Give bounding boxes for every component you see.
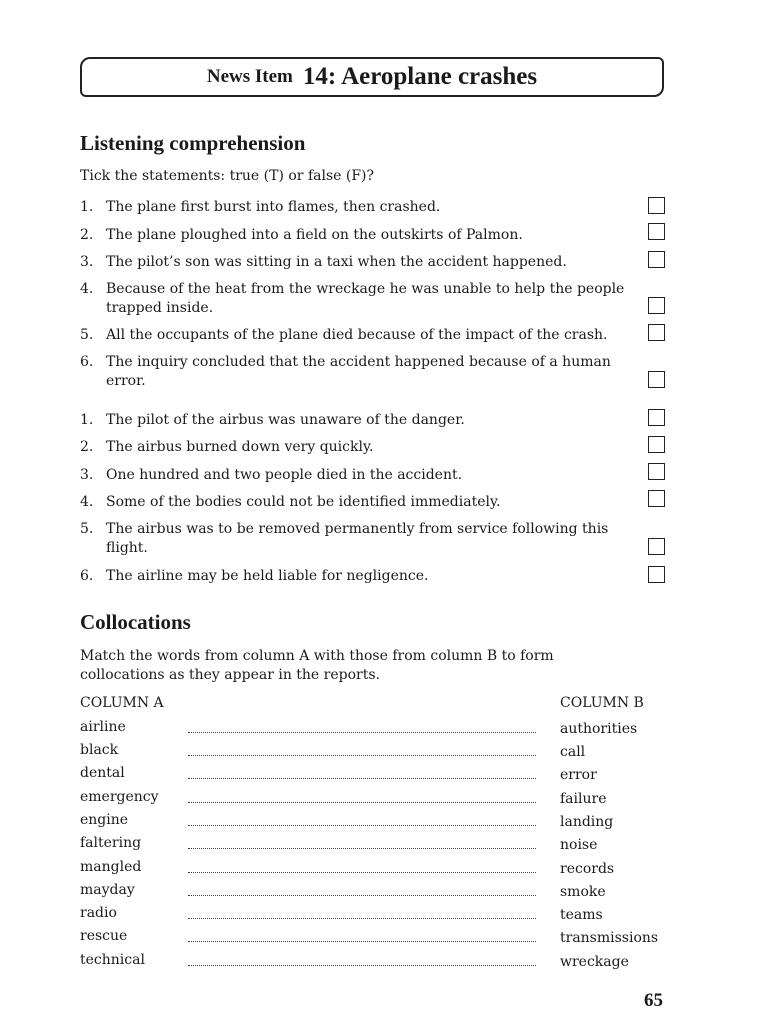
statement-text: One hundred and two people died in the accident. xyxy=(106,467,463,483)
answer-line[interactable] xyxy=(188,802,536,803)
column-a-word: engine xyxy=(80,812,129,828)
column-a-word: mangled xyxy=(80,859,142,875)
statement-number: 2. xyxy=(80,227,94,243)
statement-text: Some of the bodies could not be identified immediately. xyxy=(106,494,501,510)
column-a-header: COLUMN A xyxy=(80,695,164,711)
statement-number: 3. xyxy=(80,467,94,483)
statement-text: The pilot of the airbus was unaware of the danger. xyxy=(106,412,465,428)
statement-text: The plane ploughed into a field on the outskirts of Palmon. xyxy=(106,227,523,243)
column-b-word: teams xyxy=(560,907,603,923)
column-b-header: COLUMN B xyxy=(560,695,644,711)
answer-checkbox[interactable] xyxy=(648,463,665,480)
statement-item xyxy=(80,198,640,217)
answer-checkbox[interactable] xyxy=(648,538,665,555)
statement-text: The plane first burst into flames, then crashed. xyxy=(106,199,441,215)
column-a-word: mayday xyxy=(80,882,135,898)
column-a-word: rescue xyxy=(80,928,128,944)
statement-item xyxy=(80,280,640,318)
statement-text: The airbus was to be removed permanently from service following this flight. xyxy=(106,521,609,556)
column-b-word: transmissions xyxy=(560,930,659,946)
statement-number: 1. xyxy=(80,412,94,428)
statement-item xyxy=(80,466,640,485)
statement-number: 5. xyxy=(80,327,94,343)
statement-text: Because of the heat from the wreckage he was unable to help the people trapped inside. xyxy=(106,281,625,316)
answer-checkbox[interactable] xyxy=(648,436,665,453)
column-b-word: failure xyxy=(560,791,607,807)
column-a-word: faltering xyxy=(80,835,142,851)
statement-item xyxy=(80,493,640,512)
column-a-word: airline xyxy=(80,719,126,735)
listening-instruction: Tick the statements: true (T) or false (F)? xyxy=(80,168,375,184)
statement-number: 4. xyxy=(80,494,94,510)
answer-line[interactable] xyxy=(188,941,536,942)
title-box xyxy=(80,57,664,97)
statement-number: 6. xyxy=(80,568,94,584)
statement-number: 6. xyxy=(80,354,94,370)
statement-number: 2. xyxy=(80,439,94,455)
statement-number: 3. xyxy=(80,254,94,270)
column-b-word: wreckage xyxy=(560,954,629,970)
answer-line[interactable] xyxy=(188,825,536,826)
statement-number: 1. xyxy=(80,199,94,215)
answer-checkbox[interactable] xyxy=(648,409,665,426)
statement-number: 4. xyxy=(80,281,94,297)
column-b-word: smoke xyxy=(560,884,606,900)
statement-item xyxy=(80,567,640,586)
listening-heading: Listening comprehension xyxy=(80,131,306,155)
column-a-word: dental xyxy=(80,765,125,781)
answer-checkbox[interactable] xyxy=(648,371,665,388)
statement-text: The airline may be held liable for negligence. xyxy=(106,568,429,584)
column-b-word: landing xyxy=(560,814,614,830)
page-title: 14: Aeroplane crashes xyxy=(302,63,538,90)
column-b-word: records xyxy=(560,861,615,877)
answer-line[interactable] xyxy=(188,895,536,896)
statement-item xyxy=(80,411,640,430)
statement-item xyxy=(80,326,640,345)
answer-checkbox[interactable] xyxy=(648,251,665,268)
statement-text: The pilot’s son was sitting in a taxi when the accident happened. xyxy=(106,254,567,270)
answer-checkbox[interactable] xyxy=(648,223,665,240)
column-a-word: emergency xyxy=(80,789,159,805)
statement-item xyxy=(80,253,640,272)
answer-line[interactable] xyxy=(188,755,536,756)
column-a-word: black xyxy=(80,742,119,758)
column-b-word: error xyxy=(560,767,597,783)
statement-item xyxy=(80,520,640,558)
column-a-word: radio xyxy=(80,905,117,921)
statement-item xyxy=(80,226,640,245)
statement-text: The inquiry concluded that the accident happened because of a human error. xyxy=(106,354,611,389)
answer-line[interactable] xyxy=(188,848,536,849)
answer-checkbox[interactable] xyxy=(648,324,665,341)
title-label: News Item xyxy=(206,66,293,87)
answer-checkbox[interactable] xyxy=(648,566,665,583)
column-a-word: technical xyxy=(80,952,145,968)
statement-item xyxy=(80,438,640,457)
statement-number: 5. xyxy=(80,521,94,537)
answer-checkbox[interactable] xyxy=(648,297,665,314)
column-b-word: call xyxy=(560,744,586,760)
answer-checkbox[interactable] xyxy=(648,490,665,507)
answer-line[interactable] xyxy=(188,778,536,779)
answer-checkbox[interactable] xyxy=(648,197,665,214)
statement-item xyxy=(80,353,640,391)
answer-line[interactable] xyxy=(188,872,536,873)
page-number: 65 xyxy=(644,990,663,1011)
collocations-heading: Collocations xyxy=(80,610,191,634)
statement-text: The airbus burned down very quickly. xyxy=(106,439,374,455)
statement-text: All the occupants of the plane died because of the impact of the crash. xyxy=(106,327,608,343)
answer-line[interactable] xyxy=(188,732,536,733)
answer-line[interactable] xyxy=(188,918,536,919)
column-b-word: noise xyxy=(560,837,598,853)
collocations-instruction: Match the words from column A with those from column B to form collocations as they appear in the reports. xyxy=(80,648,554,683)
answer-line[interactable] xyxy=(188,965,536,966)
column-b-word: authorities xyxy=(560,721,638,737)
